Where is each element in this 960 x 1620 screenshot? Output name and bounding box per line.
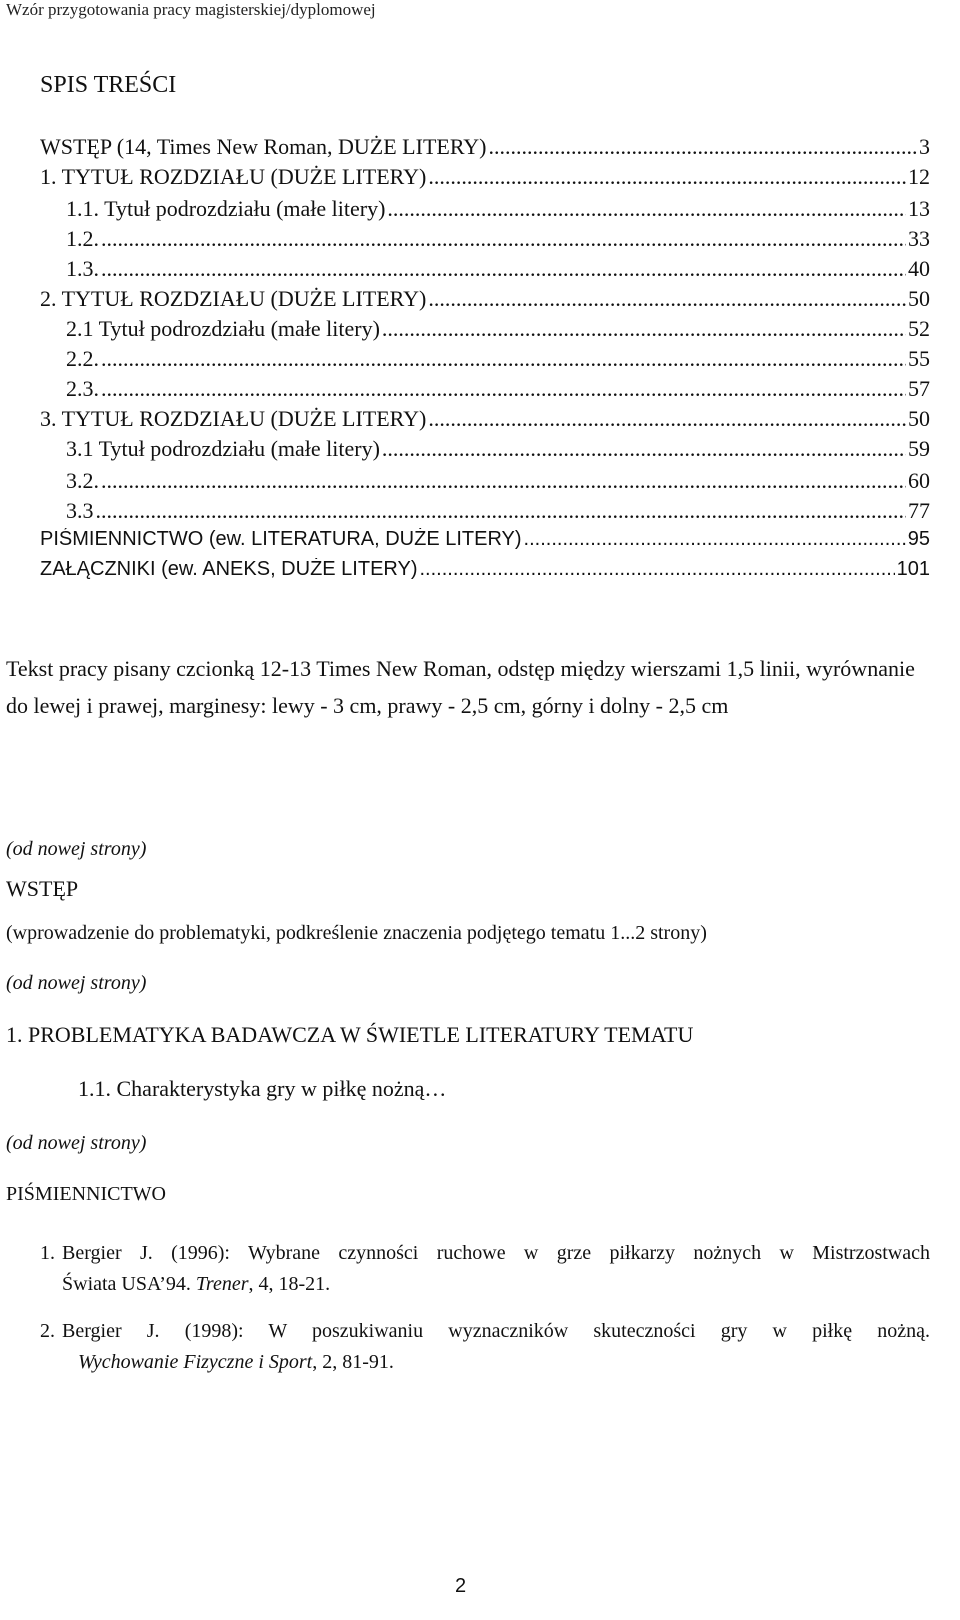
- toc-entry: [40, 558, 930, 588]
- toc-entry: [40, 286, 930, 316]
- toc-leader-dots: [101, 256, 906, 282]
- reference-continuation: [62, 1273, 330, 1296]
- toc-entry-label: PIŚMIENNICTWO (ew. LITERATURA, DUŻE LITERY): [40, 528, 522, 550]
- toc-entry: [40, 164, 930, 194]
- toc-entry-page: 50: [908, 406, 930, 431]
- toc-entry: [66, 346, 930, 376]
- toc-entry-label: 1.2.: [66, 226, 99, 251]
- intro-heading: WSTĘP: [6, 876, 79, 901]
- toc-leader-dots: [101, 226, 906, 252]
- toc-entry: [40, 528, 930, 558]
- toc-entry-page: 33: [908, 226, 930, 251]
- toc-entry-page: 101: [896, 558, 930, 580]
- toc-leader-dots: [387, 196, 906, 222]
- reference-continuation: [78, 1351, 394, 1374]
- toc-entry: [66, 196, 930, 226]
- toc-title: SPIS TREŚCI: [40, 72, 177, 98]
- toc-entry-label: 2.3.: [66, 376, 99, 401]
- bibliography-heading: PIŚMIENNICTWO: [6, 1183, 166, 1205]
- toc-entry: [66, 226, 930, 256]
- toc-entry-page: 57: [908, 376, 930, 401]
- toc-entry: [66, 468, 930, 498]
- toc-entry-label: 1.3.: [66, 256, 99, 281]
- toc-leader-dots: [101, 346, 906, 372]
- toc-leader-dots: [428, 406, 906, 432]
- toc-entry-label: 3.2.: [66, 468, 99, 493]
- reference-line: Bergier J. (1998): W poszukiwaniu wyznaczników skuteczności gry w piłkę nożną.: [62, 1320, 930, 1342]
- toc-entry: [66, 436, 930, 466]
- toc-entry-page: 60: [908, 468, 930, 493]
- reference-journal: Wychowanie Fizyczne i Sport: [78, 1351, 313, 1373]
- toc-entry-page: 55: [908, 346, 930, 371]
- toc-entry-label: 1. TYTUŁ ROZDZIAŁU (DUŻE LITERY): [40, 164, 427, 189]
- toc-entry-label: 2.1 Tytuł podrozdziału (małe litery): [66, 316, 380, 341]
- new-page-note: (od nowej strony): [6, 1132, 147, 1154]
- toc-entry: [66, 256, 930, 286]
- toc-entry: [66, 376, 930, 406]
- toc-leader-dots: [101, 376, 906, 402]
- reference-number: 1.: [40, 1242, 55, 1264]
- toc-leader-dots: [420, 558, 895, 581]
- toc-leader-dots: [489, 134, 918, 160]
- page-number: 2: [455, 1575, 467, 1597]
- toc-leader-dots: [101, 468, 906, 494]
- toc-entry-label: 2.2.: [66, 346, 99, 371]
- toc-entry: [40, 406, 930, 436]
- toc-entry-page: 77: [908, 498, 930, 523]
- new-page-note: (od nowej strony): [6, 838, 147, 860]
- reference-journal: Trener: [195, 1273, 249, 1295]
- toc-entry-page: 50: [908, 286, 930, 311]
- toc-entry-page: 3: [919, 134, 930, 159]
- toc-entry-label: 1.1. Tytuł podrozdziału (małe litery): [66, 196, 386, 221]
- formatting-note: Tekst pracy pisany czcionką 12-13 Times New Roman, odstęp między wierszami 1,5 linii, wyrównanie do lewej i prawej, marginesy: lewy - 3 cm, prawy - 2,5 cm, górny i dolny - 2,5 cm: [6, 656, 915, 718]
- toc-leader-dots: [428, 164, 906, 190]
- toc-entry-label: 3.1 Tytuł podrozdziału (małe litery): [66, 436, 380, 461]
- toc-entry: [66, 498, 930, 528]
- toc-entry-label: WSTĘP (14, Times New Roman, DUŻE LITERY): [40, 134, 487, 159]
- toc-entry-page: 12: [908, 164, 930, 189]
- toc-entry: [66, 316, 930, 346]
- toc-entry-page: 52: [908, 316, 930, 341]
- toc-entry-page: 95: [907, 528, 930, 550]
- reference-item: [40, 1312, 930, 1350]
- reference-text: , 2, 81-91.: [312, 1351, 394, 1373]
- toc-entry: [40, 134, 930, 164]
- document-header: Wzór przygotowania pracy magisterskiej/dyplomowej: [6, 0, 376, 19]
- toc-entry-page: 59: [908, 436, 930, 461]
- toc-leader-dots: [524, 528, 906, 551]
- new-page-note: (od nowej strony): [6, 972, 147, 994]
- toc-entry-label: 3. TYTUŁ ROZDZIAŁU (DUŻE LITERY): [40, 406, 427, 431]
- toc-entry-label: 3.3: [66, 498, 94, 523]
- toc-entry-label: ZAŁĄCZNIKI (ew. ANEKS, DUŻE LITERY): [40, 558, 418, 580]
- chapter-heading: 1. PROBLEMATYKA BADAWCZA W ŚWIETLE LITERATURY TEMATU: [6, 1022, 694, 1047]
- intro-note: (wprowadzenie do problematyki, podkreślenie znaczenia podjętego tematu 1...2 strony): [6, 922, 707, 944]
- toc-leader-dots: [96, 498, 907, 524]
- reference-text: , 4, 18-21.: [248, 1273, 331, 1295]
- toc-leader-dots: [382, 316, 906, 342]
- reference-item: [40, 1234, 930, 1272]
- reference-text: Świata USA’94.: [62, 1273, 196, 1295]
- reference-line: Bergier J. (1996): Wybrane czynności ruchowe w grze piłkarzy nożnych w Mistrzostwach: [62, 1242, 930, 1264]
- toc-entry-label: 2. TYTUŁ ROZDZIAŁU (DUŻE LITERY): [40, 286, 427, 311]
- toc-leader-dots: [382, 436, 906, 462]
- toc-entry-page: 40: [908, 256, 930, 281]
- toc-entry-page: 13: [908, 196, 930, 221]
- toc-leader-dots: [428, 286, 906, 312]
- subchapter-heading: 1.1. Charakterystyka gry w piłkę nożną…: [78, 1076, 447, 1101]
- reference-number: 2.: [40, 1320, 55, 1342]
